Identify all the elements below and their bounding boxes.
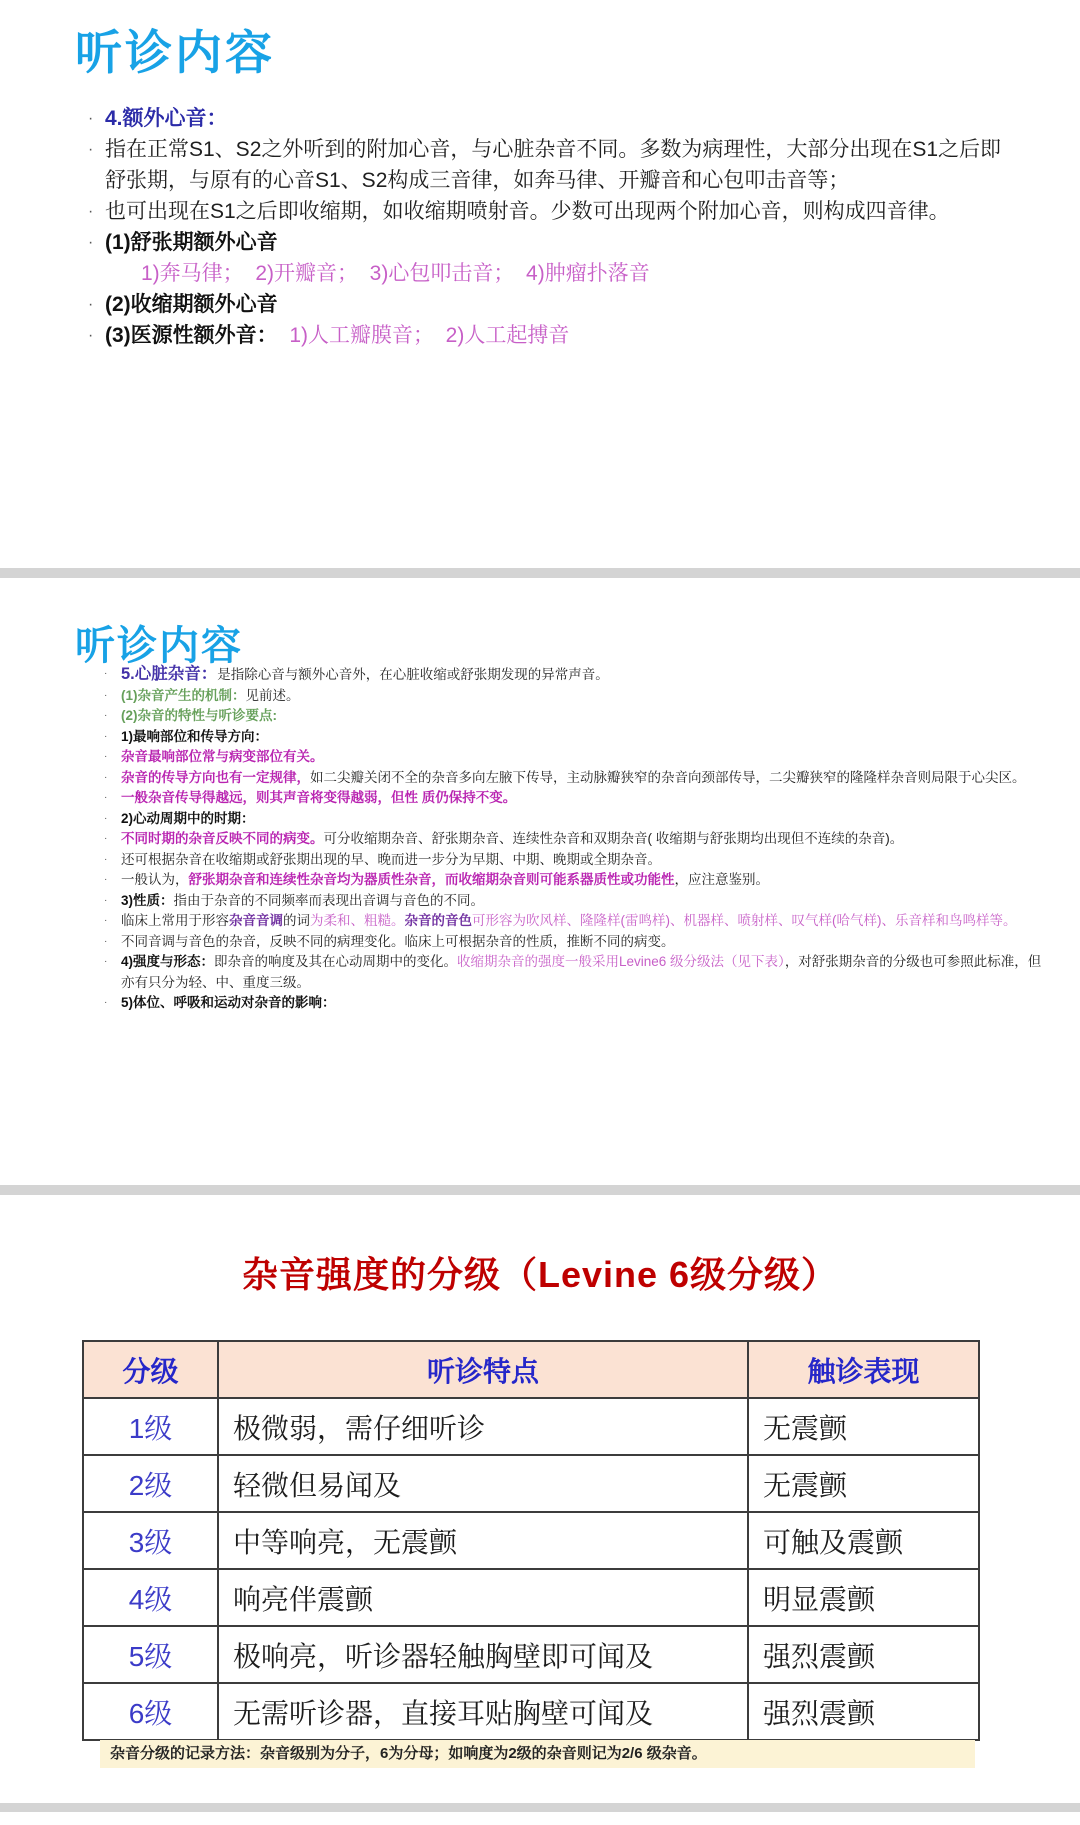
bullet-item xyxy=(104,727,1050,748)
bullet-text xyxy=(121,686,1050,707)
section-divider xyxy=(0,568,1080,578)
bullet-dot-icon: · xyxy=(104,668,108,679)
bullet-text xyxy=(121,870,1050,891)
text-segment: (3)医源性额外音： xyxy=(105,324,278,347)
text-segment: 也可出现在S1之后即收缩期，如收缩期喷射音。少数可出现两个附加心音，则构成四音律。 xyxy=(105,200,950,223)
bullet-text xyxy=(105,320,1018,351)
bullet-item xyxy=(88,103,1018,134)
text-segment: 杂音最响部位常与病变部位有关。 xyxy=(121,749,324,764)
bullet-item xyxy=(104,829,1050,850)
text-segment: 指由于杂音的不同频率而表现出音调与音色的不同。 xyxy=(173,892,485,908)
grade-cell: 1级 xyxy=(83,1398,218,1455)
text-segment: 2)心动周期中的时期： xyxy=(121,810,255,826)
feature-cell: 中等响亮，无震颤 xyxy=(218,1512,748,1569)
table-header-row xyxy=(83,1341,979,1398)
bullet-text xyxy=(141,258,1018,289)
text-segment: 1)人工瓣膜音； 2)人工起搏音 xyxy=(277,324,570,347)
section-divider xyxy=(0,1185,1080,1195)
table-row xyxy=(83,1398,979,1455)
bullet-item xyxy=(104,932,1050,953)
bullet-item xyxy=(88,258,1018,289)
bullet-item xyxy=(104,747,1050,768)
bullet-item xyxy=(104,686,1050,707)
bullet-dot-icon: · xyxy=(88,234,94,251)
bullet-item xyxy=(104,706,1050,727)
text-segment: 临床上常用于形容 xyxy=(121,913,229,928)
grade-cell: 2级 xyxy=(83,1455,218,1512)
text-segment: 杂音音调 xyxy=(229,913,283,928)
bullet-dot-icon: · xyxy=(104,751,108,762)
palp-cell: 明显震颤 xyxy=(748,1569,979,1626)
bullet-text xyxy=(105,196,1018,227)
text-segment: 舒张期杂音和连续性杂音均为器质性杂音，而收缩期杂音则可能系器质性或功能性 xyxy=(188,872,675,887)
bullet-item xyxy=(104,768,1050,789)
bullet-dot-icon: · xyxy=(88,296,94,313)
text-segment: 一般杂音传导得越远，则其声音将变得越弱，但性 质仍保持不变。 xyxy=(121,790,517,805)
bullet-text xyxy=(121,829,1050,850)
text-segment: 杂音的音色 xyxy=(404,913,472,928)
levine-table-title: 杂音强度的分级（Levine 6级分级） xyxy=(241,1254,839,1295)
text-segment: (2)收缩期额外心音 xyxy=(105,293,278,316)
text-segment: ，应注意鉴别。 xyxy=(674,872,769,887)
feature-cell: 轻微但易闻及 xyxy=(218,1455,748,1512)
bullet-dot-icon: · xyxy=(104,812,108,824)
text-segment: 收缩期杂音的强度一般采用Levine6 级分级法（见下表） xyxy=(457,954,785,969)
text-segment: ，对舒张期杂音的分级也可参照此标准，但亦有只分为轻、中、重度三级。 xyxy=(121,954,1042,990)
bottom-divider xyxy=(0,1803,1080,1812)
bullet-text xyxy=(121,727,1050,748)
bullet-dot-icon: · xyxy=(104,833,108,844)
text-segment: 4)强度与形态： xyxy=(121,954,215,969)
bullet-dot-icon: · xyxy=(104,874,108,885)
bullet-dot-icon: · xyxy=(104,689,108,701)
bullet-item xyxy=(104,788,1050,809)
bullet-dot-icon: · xyxy=(104,771,108,783)
feature-cell: 无需听诊器，直接耳贴胸壁可闻及 xyxy=(218,1683,748,1740)
grade-cell: 5级 xyxy=(83,1626,218,1683)
bullet-item xyxy=(88,196,1018,227)
text-segment: 如二尖瓣关闭不全的杂音多向左腋下传导，主动脉瓣狭窄的杂音向颈部传导，二尖瓣狭窄的隆隆样杂音则局限于心尖区。 xyxy=(310,769,1026,785)
bullet-text xyxy=(121,768,1050,789)
bullet-text xyxy=(105,103,1018,134)
text-segment: 即杂音的响度及其在心动周期中的变化。 xyxy=(214,954,458,969)
bullet-item xyxy=(88,320,1018,351)
bullet-dot-icon: · xyxy=(104,915,108,926)
text-segment: 是指除心音与额外心音外，在心脏收缩或舒张期发现的异常声音。 xyxy=(217,667,609,682)
text-segment: 为柔和、粗糙。 xyxy=(310,913,405,928)
text-segment: 5)体位、呼吸和运动对杂音的影响： xyxy=(121,995,336,1010)
bullet-text xyxy=(121,747,1050,768)
bullet-dot-icon: · xyxy=(88,203,94,220)
bullet-item xyxy=(104,891,1050,912)
slide-extra-heart-sounds xyxy=(0,0,1080,568)
text-segment: 还可根据杂音在收缩期或舒张期出现的早、晚而进一步分为早期、中期、晚期或全期杂音。 xyxy=(121,851,661,867)
slide2-bullet-list xyxy=(104,664,1050,1014)
feature-cell: 极响亮，听诊器轻触胸壁即可闻及 xyxy=(218,1626,748,1683)
bullet-text xyxy=(121,993,1050,1014)
text-segment: 可分收缩期杂音、舒张期杂音、连续性杂音和双期杂音( 收缩期与舒张期均出现但不连续的杂音)。 xyxy=(323,831,904,846)
bullet-item xyxy=(88,289,1018,320)
bullet-item xyxy=(104,850,1050,871)
bullet-item xyxy=(104,809,1050,830)
text-segment: 3)性质： xyxy=(121,892,174,908)
grade-cell: 3级 xyxy=(83,1512,218,1569)
table-row xyxy=(83,1683,979,1740)
text-segment: 不同音调与音色的杂音，反映不同的病理变化。临床上可根据杂音的性质，推断不同的病变。 xyxy=(121,933,675,949)
slide1-bullet-list xyxy=(88,103,1018,351)
bullet-dot-icon: · xyxy=(104,853,108,865)
bullet-item xyxy=(104,952,1050,993)
text-segment: 杂音的传导方向也有一定规律， xyxy=(121,769,310,785)
table-row xyxy=(83,1569,979,1626)
text-segment: 一般认为， xyxy=(121,872,189,887)
header-grade: 分级 xyxy=(83,1341,218,1398)
text-segment: (2)杂音的特性与听诊要点: xyxy=(121,708,277,723)
text-segment: (1)舒张期额外心音 xyxy=(105,231,278,254)
palp-cell: 强烈震颤 xyxy=(748,1626,979,1683)
bullet-dot-icon: · xyxy=(104,792,108,803)
palp-cell: 强烈震颤 xyxy=(748,1683,979,1740)
header-auscultation: 听诊特点 xyxy=(218,1341,748,1398)
bullet-dot-icon: · xyxy=(88,327,94,344)
slide-levine-grading xyxy=(0,1195,1080,1803)
bullet-text xyxy=(121,850,1050,871)
slide-heart-murmurs xyxy=(0,578,1080,1185)
grade-cell: 6级 xyxy=(83,1683,218,1740)
palp-cell: 可触及震颤 xyxy=(748,1512,979,1569)
palp-cell: 无震颤 xyxy=(748,1455,979,1512)
bullet-text xyxy=(121,664,1050,686)
bullet-dot-icon: · xyxy=(88,141,94,158)
text-segment: 的词 xyxy=(283,913,310,928)
grading-footnote: 杂音分级的记录方法：杂音级别为分子，6为分母；如响度为2级的杂音则记为2/6 级杂音。 xyxy=(100,1740,975,1768)
feature-cell: 极微弱，需仔细听诊 xyxy=(218,1398,748,1455)
text-segment: 4.额外心音： xyxy=(105,107,228,130)
header-palpation: 触诊表现 xyxy=(748,1341,979,1398)
text-segment: 1)奔马律； 2)开瓣音； 3)心包叩击音； 4)肿瘤扑落音 xyxy=(141,262,650,285)
text-segment: 见前述。 xyxy=(245,687,300,703)
feature-cell: 响亮伴震颤 xyxy=(218,1569,748,1626)
text-segment: 指在正常S1、S2之外听到的附加心音，与心脏杂音不同。多数为病理性，大部分出现在S1之后即舒张期，与原有的心音S1、S2构成三音律，如奔马律、开瓣音和心包叩击音等； xyxy=(105,138,1002,192)
bullet-dot-icon: · xyxy=(104,956,108,967)
bullet-text xyxy=(121,891,1050,912)
bullet-dot-icon: · xyxy=(104,710,108,721)
levine-grading-table xyxy=(82,1340,980,1741)
text-segment: 5.心脏杂音： xyxy=(121,665,218,683)
bullet-text xyxy=(121,706,1050,727)
bullet-dot-icon: · xyxy=(88,110,94,127)
palp-cell: 无震颤 xyxy=(748,1398,979,1455)
bullet-text xyxy=(121,952,1050,993)
bullet-item xyxy=(104,993,1050,1014)
bullet-text xyxy=(105,289,1018,320)
bullet-dot-icon: · xyxy=(104,894,108,906)
bullet-item xyxy=(104,911,1050,932)
table-row xyxy=(83,1626,979,1683)
bullet-text xyxy=(121,932,1050,953)
slide2-title: 听诊内容 xyxy=(75,624,243,668)
table-row xyxy=(83,1512,979,1569)
bullet-text xyxy=(121,809,1050,830)
bullet-text xyxy=(121,911,1050,932)
table-row xyxy=(83,1455,979,1512)
grade-cell: 4级 xyxy=(83,1569,218,1626)
bullet-item xyxy=(104,664,1050,686)
text-segment: 不同时期的杂音反映不同的病变。 xyxy=(121,831,324,846)
bullet-text xyxy=(105,134,1018,196)
slide1-title: 听诊内容 xyxy=(75,26,275,79)
bullet-text xyxy=(121,788,1050,809)
text-segment: (1)杂音产生的机制： xyxy=(121,687,246,703)
bullet-dot-icon: · xyxy=(104,935,108,947)
text-segment: 1)最响部位和传导方向： xyxy=(121,728,269,744)
bullet-item xyxy=(104,870,1050,891)
bullet-dot-icon: · xyxy=(104,997,108,1008)
text-segment: 可形容为吹风样、隆隆样(雷鸣样)、机器样、喷射样、叹气样(哈气样)、乐音样和鸟鸣样等。 xyxy=(472,913,1017,928)
bullet-item xyxy=(88,227,1018,258)
bullet-item xyxy=(88,134,1018,196)
bullet-text xyxy=(105,227,1018,258)
bullet-dot-icon: · xyxy=(104,730,108,742)
